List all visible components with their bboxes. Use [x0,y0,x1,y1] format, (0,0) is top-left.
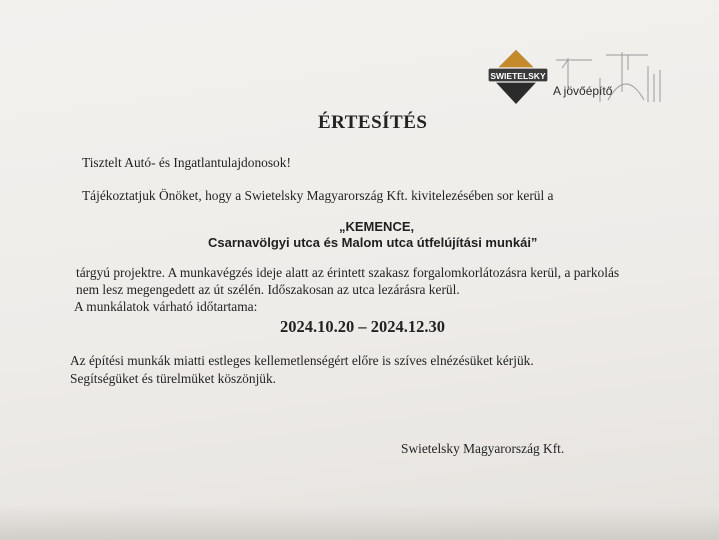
logo-brand-text: SWIETELSKY [490,71,546,81]
signature: Swietelsky Magyarország Kft. [401,441,565,456]
thanks-text: Segítségüket és türelmüket köszönjük. [70,371,277,386]
letter-title: ÉRTESÍTÉS [318,112,428,133]
body-line-1: tárgyú projektre. A munkavégzés ideje alatt az érintett szakasz forgalomkorlátozásra kerül, a parkolás [76,265,620,280]
project-name-line1: „KEMENCE, [339,219,415,234]
duration-label: A munkálatok várható időtartama: [74,299,258,314]
logo-slogan: A jövőépítő [553,84,613,98]
greeting: Tisztelt Autó- és Ingatlantulajdonosok! [82,155,291,170]
intro-paragraph: Tájékoztatjuk Önöket, hogy a Swietelsky Magyarország Kft. kivitelezésében sor kerül a [82,188,554,203]
body-line-2: nem lesz megengedett az út szélén. Időszakosan az utca lezárásra kerül. [76,282,460,297]
work-dates: 2024.10.20 – 2024.12.30 [280,317,445,336]
project-name-line2: Csarnavölgyi utca és Malom utca útfelújítási munkái” [208,235,538,250]
swietelsky-logo [488,48,668,110]
paper-shadow [0,505,719,540]
apology-text: Az építési munkák miatti estleges kellemetlenségért előre is szíves elnézésüket kérjük. [70,353,534,368]
